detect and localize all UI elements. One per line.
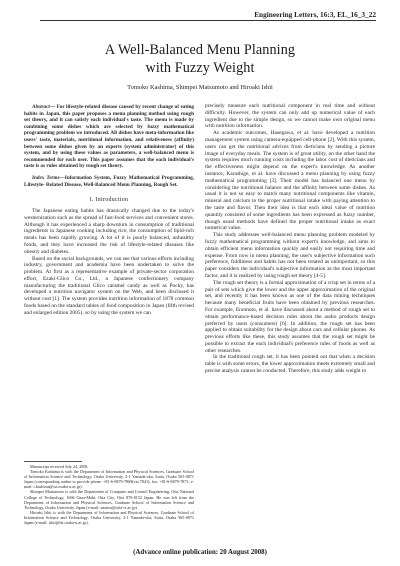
footnote-author-3: Hiroaki Ishii is with the Department of Information and Physical Sciences, Graduate School of Information Science and Technology, Osaka University, 2-1 Yamada-oka, Suita, Osaka 565-0871 Japan (e-mail: ishii@ist.osaka-u.ac.jp). <box>24 509 194 526</box>
right-column <box>205 103 375 375</box>
index-terms-lead: Index Terms <box>32 174 60 181</box>
title-line-1: A Well-Balanced Menu Planning <box>104 42 296 58</box>
header-rule <box>40 20 376 21</box>
footnote-author-2: Shimpei Matsumoto is with the Department of Computer and Control Engineering, Oita National College of Technology, 1666 Oaza-Maki, Oita City, Oita 870-0152 Japan. He was left from the Department of Information and Physical Sciences, Graduate School of Information Science and Technology, Osaka University, Japan (e-mail: smatsu@oita-ct.ac.jp). <box>24 489 194 510</box>
body-paragraph-4: The rough set theory is a formal approximation of a crisp set in terms of a pair of sets which give the lower and the upper approximation of the original set, and recently it has been known as one of the data mining techniques because many beneficial fruits have been obtained by previous researches. For example, Enomoto, et al. have discussed about a method of rough set to obtain performance-based decision rules about the audio products design preferred by users (consumers) [6]. In addition, the rough set has been applied to obtain suitability for the design about cars and cellular phones. As previous efforts like these, this study assumes that the rough set might be possible to extract the each individual's preference rules of foods as well as other researches. <box>205 279 375 354</box>
body-paragraph-1: precisely measure each nutritional component in real time and without difficulty. However, the system can only add up numerical value of each ingredient due to the simple design, so we cannot make own original menu with nutrition information. <box>205 103 375 130</box>
index-terms <box>24 175 194 188</box>
footnotes <box>24 461 194 525</box>
intro-paragraph-1: The Japanese eating habits has drastically changed due to the today's westernization such as the spread of fast-food services and convenient stores. Although it has experienced a sharp downturn in consumption of traditional ingredients in Japanese cooking including rice, the consumption of lipid-rich meals has been rapidly growing. A lot of it is poorly balanced, unhealthy foods, and they have increased the risk of lifestyle-related diseases like obesity and diabetes. <box>24 207 194 255</box>
section-heading-introduction: I. Introduction <box>89 197 129 204</box>
abstract-lead: Abstract <box>32 104 50 110</box>
abstract-text: — For lifestyle-related disease caused by recent change of eating habits in Japan, this paper proposes a menu planning method using rough set theory, and it can satisfy each individual's taste. The menu is made by combining some dishes which are selected by fuzzy mathematical programming problem we introduced. All dishes have meta-information like users' taste, materials, nutritional information, and relativeness (affinity) between some dishes given by an experts (system administrator) of this system, and by using these values as parameters, a well-balanced menu is recommended for each user. This paper assumes that the each individual's taste is as rules obtained by rough set theory. <box>24 104 194 170</box>
intro-paragraph-2: Based on the social backgrounds, we can see that various efforts including industry, government and academia have been undertaken to solve the problem. At first as a representative example of private-sector corporation effort, Ezaki-Glico Co., Ltd., a Japanese confectionery company manufacturing the traditional Glico caramel candy as well as Pocky, has developed a nutrition navigator system on the Web, and been disclosed it without cost [1]. The system provides nutrition information of 1878 common foods based on the standard tables of food composition in Japan (fifth revised and enlarged edition 2005), so by using the system we can <box>24 255 194 316</box>
title-line-2: with Fuzzy Weight <box>145 60 255 76</box>
publication-footer: (Advance online publication: 20 August 2008) <box>133 549 267 556</box>
footnote-received: Manuscript received July 24, 2008. <box>30 464 89 469</box>
footnote-author-1: Tomoko Kashima is with the Department of Information and Physical Sciences, Graduate School of Information Science and Technology, Osaka University, 2-1 Yamada-oka, Suita, Osaka 565-0871 Japan (corresponding author to provide phone: +81-6-6879-7868(ext.7841); fax: +81-6-6879-7871; e-mail: t.kashima@ist.osaka-u.ac.jp). <box>24 469 194 490</box>
paper-title <box>0 41 400 77</box>
running-header <box>40 4 376 20</box>
footnote-rule <box>24 461 82 462</box>
journal-citation: Engineering Letters, 16:3, EL_16_3_22 <box>254 10 376 19</box>
body-paragraph-5: In the traditional rough set, it has been pointed out that when a decision table is with some errors, the lower approximation meets extremely small and precise analysis cannot be conducted. Therefore, this study adds weight to <box>205 354 375 375</box>
left-column <box>24 104 194 317</box>
author-list: Tomoko Kashima, Shimpei Matsumoto and Hiroaki Ishii <box>127 84 273 91</box>
body-paragraph-2: As academic outcomes, Hasegawa, et al. have developed a nutrition management system using camera-equipped cell-phone [2]. With this system, users can get the nutritional advices from dieticians by sending a picture image of everyday meals. The system is of great utility, on the other hand the system requires much running costs including the labor cost of dieticians and the effectiveness might depend on the expert's knowledge. As another instance, Karashige, et al. have discussed a menu planning by using fuzzy mathematical programming [3]. Their model has balanced one menu by considering the nutritional balance and the affinity between some dishes. As usual it is not so easy to match many nutritional components like vitamin, mineral and calcium to the proper nutritional intake with paying attention to the taste and flavor. Then their idea is that each ideal value of nutrition quantity consisted of some ingredients has been expressed as fuzzy number, though usual methods have defined the proper nutritional intake as exact numerical value. <box>205 130 375 232</box>
body-paragraph-3: This study addresses well-balanced menu planning problem modeled by fuzzy mathematical programming without expert's knowledge, and aims to obtain efficient menu information quickly and easily not requiring time and expense. From now in menu planning, the user's subjective information such preference, fiddliness and habits has not been treated as unimportant, so this paper considers the individual's subjective information as the most important factor, and it is realized by using rough set theory [4-5]. <box>205 232 375 279</box>
abstract <box>24 104 194 170</box>
index-terms-text: —Information System, Fuzzy Mathematical Programming, Lifestyle- Related Disease, Well-Balanced Menu Planning, Rough Set. <box>24 174 194 188</box>
